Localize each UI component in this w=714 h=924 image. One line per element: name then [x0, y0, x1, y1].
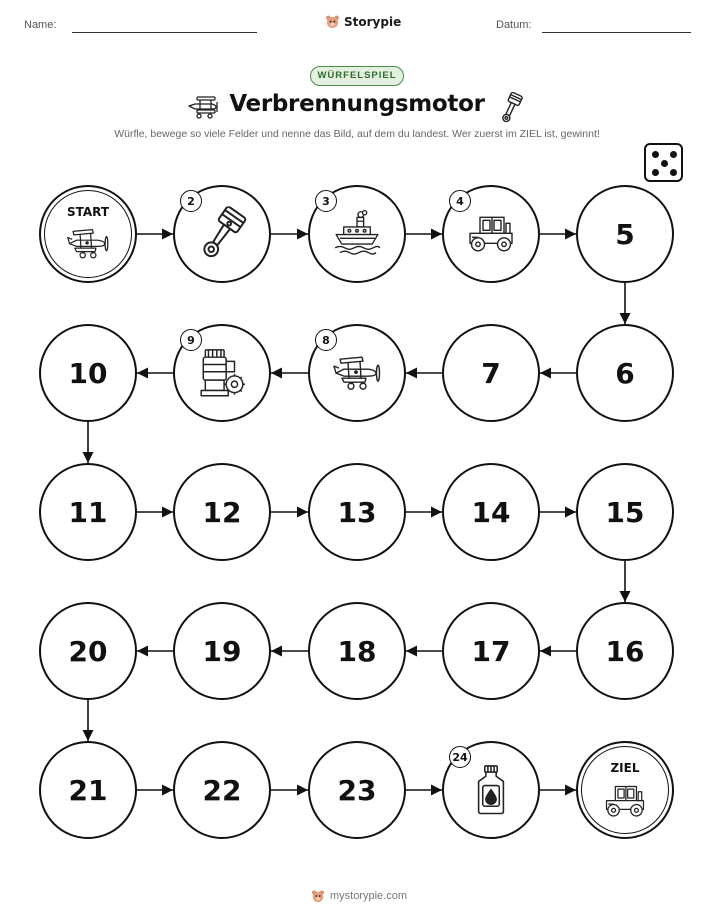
- board-cell: [576, 324, 674, 422]
- board-cell: [576, 741, 674, 839]
- cell-number-badge: 8: [315, 329, 337, 351]
- footer-url: mystorypie.com: [330, 890, 408, 902]
- old-car-icon: [466, 213, 516, 258]
- board-cell: [39, 741, 137, 839]
- cell-number: 18: [337, 634, 377, 668]
- board-cell: [39, 463, 137, 561]
- instructions: Würfle, bewege so viele Felder und nenne das Bild, auf dem du landest. Wer zuerst im ZIEL ist, gewinnt!: [114, 128, 600, 140]
- cell-number: 23: [337, 773, 377, 807]
- oil-bottle-icon: [476, 765, 507, 820]
- board-cell: [442, 741, 540, 839]
- board-cell: [576, 185, 674, 283]
- board-cell: [39, 324, 137, 422]
- name-label: Name:: [24, 19, 57, 31]
- board-cell: [442, 324, 540, 422]
- cell-number-badge: 3: [315, 190, 337, 212]
- cell-number: 13: [337, 495, 377, 529]
- footer: [311, 889, 407, 903]
- board-cell: [173, 324, 271, 422]
- cell-number-badge: 24: [449, 746, 471, 768]
- board-cell: [308, 602, 406, 700]
- board-cell: [308, 463, 406, 561]
- board-cell: [173, 741, 271, 839]
- cell-number: 7: [481, 356, 501, 390]
- cell-number: 20: [68, 634, 108, 668]
- board-cell: [39, 185, 137, 283]
- cell-number: 14: [471, 495, 511, 529]
- board-cell: [308, 741, 406, 839]
- biplane-icon: [332, 354, 382, 395]
- cell-number: 11: [68, 495, 108, 529]
- cell-number: 6: [615, 356, 635, 390]
- cell-number: 12: [202, 495, 242, 529]
- board-cell: [442, 463, 540, 561]
- bear-logo-icon: [311, 889, 325, 903]
- cell-number: 5: [615, 217, 635, 251]
- date-label: Datum:: [496, 19, 532, 31]
- cell-number-badge: 2: [180, 190, 202, 212]
- board-cell: [173, 185, 271, 283]
- board-cell: [308, 324, 406, 422]
- page-title: Verbrennungsmotor: [229, 91, 485, 117]
- finish-label: ZIEL: [610, 761, 640, 775]
- board-cell: [173, 463, 271, 561]
- steamboat-icon: [332, 210, 382, 263]
- old-car-icon: [603, 783, 647, 823]
- game-type-badge: WÜRFELSPIEL: [310, 66, 404, 86]
- board-cell: [173, 602, 271, 700]
- brand-name: Storypie: [344, 14, 402, 29]
- cell-number: 16: [605, 634, 645, 668]
- engine-icon: [197, 347, 247, 405]
- cell-number-badge: 4: [449, 190, 471, 212]
- cell-number: 17: [471, 634, 511, 668]
- cell-number: 19: [202, 634, 242, 668]
- cell-number-badge: 9: [180, 329, 202, 351]
- cell-number: 10: [68, 356, 108, 390]
- biplane-icon: [66, 227, 110, 264]
- cell-number: 22: [202, 773, 242, 807]
- board-cell: [576, 463, 674, 561]
- board-cell: [308, 185, 406, 283]
- start-label: START: [66, 205, 110, 219]
- cell-number: 21: [68, 773, 108, 807]
- cell-number: 15: [605, 495, 645, 529]
- board-cell: [442, 602, 540, 700]
- piston-icon: [197, 206, 247, 266]
- board-cell: [576, 602, 674, 700]
- board-cell: [442, 185, 540, 283]
- board-cell: [39, 602, 137, 700]
